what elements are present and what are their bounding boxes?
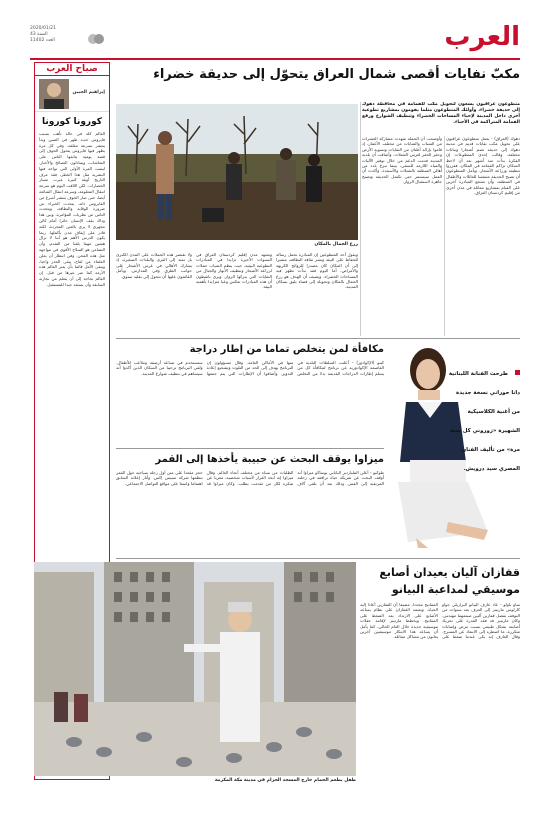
story4-headline <box>360 564 520 598</box>
main-col-1: دهوك (العراق) - يعمل متطوعون عراقيون على تحويل مكب نفايات قديم في مدينة دهوك إلى حديقة تضم أشجارا ونباتات مختلفة. وقالت إحدى المتطوعات إن الفكرة بدأت منذ أشهر بعد أن لاحظ السكان تراكم القمامة في المكان، فقرروا تنظيفه وزراعة الأشجار. ويأمل المتطوعون أن تصبح الحديقة متنفسا للعائلات والأطفال في المنطقة، وأن تشجع المبادرة آخرين على القيام بمشاريع مماثلة في مدن أخرى من إقليم كردستان العراق. <box>446 136 520 196</box>
column-rule <box>360 102 361 336</box>
main-intro: متطوعون عراقيون يسعون لتحويل مكب للقمامة في محافظة دهوك إلى حديقة خضراء، وأولئك المتطوعون مثلما يقومون بمشاريع تطوعية أخرى داخل المدينة لإحياء المساحات الخضراء وتنظيف الشوارع ورفع القمامة المتراكمة في الأحياء. <box>362 102 520 125</box>
avatar <box>39 79 69 109</box>
column-rule <box>444 136 445 336</box>
column-body: العالم كله في حالة تأهب بسبب فايروس جديد ظهر في الصين وبدأ ينتشر بسرعة مقلقة. وفي كل مرة يظهر فيها فايروس يتحول الخوف إلى قصة يومية يتابعها الناس على الشاشات، ويتبادلون النصائح والأخبار. ليست المرة الأولى التي تواجه فيها البشرية مثل هذا الخطر، فقد عرف التاريخ أوبئة كثيرة غيرت مسار الحضارات. لكن اللافت اليوم هو سرعة انتقال المعلومة، وسرعة انتقال الشائعة أيضا، حتى صار الخوف ينتشر أسرع من الفايروس ذاته. يتحدث الخبراء عن ضرورة الوقاية والنظافة، ويتحدث الناس عن نظريات المؤامرة، وبين هذا وذاك يقف الإنسان حائرا أمام كائن مجهري لا يرى بالعين المجردة، لكنه قادر على إيقاف مدن بأكملها. ربما يكون الدرس الأهم هو أننا لا نزال هشين مهما بلغنا من التقدم، وأن التضامن هو السلاح الأقوى في مواجهة مثل هذه المحن. وفي انتظار أن يعلن العلماء عن لقاح، يبقى الحذر واجبا، ويبقى الأمل قائما بأن يعبر العالم هذه الأزمة كما عبر غيرها من قبل. إن العالم بحاجة إلى أن يتعلم من تجاربه السابقة وأن يستعد جيدا للمستقبل. <box>39 131 105 287</box>
author-box <box>35 76 109 112</box>
section-rule <box>116 558 520 559</box>
column-title: كورونا كورونا <box>42 117 102 127</box>
main-photo-caption: زرع الجمال بالمكان <box>314 242 358 247</box>
masthead-emblem-icon <box>88 30 104 42</box>
story4-headline-text: قفازان آليان يعيدان أصابع موسيقي لمداعبة البيانو <box>379 566 520 596</box>
story4-body: ساو باولو - عاد عازف البيانو البرازيلي جواو كارلوس مارتينز إلى العزف بعد سنوات من التوقف بفضل قفازين آليين صممهما مهندس. وكان مارتينز قد فقد القدرة على تحريك أصابعه بشكل طبيعي بسبب مرض وإصابات متكررة، ما اضطره إلى الابتعاد عن المسرح. وقال العازف إنه بكى عندما ضغط على المفاتيح مجددا، مضيفا أن القفازين أعادا إليه الحياة. ويعتمد القفازان على نظام يساعد الأصابع على الارتداد بعد الضغط على المفاتيح. ويخطط مارتينز لإقامة حفلات موسيقية جديدة خلال العام الحالي، كما يأمل أن يساعد هذا الابتكار موسيقيين آخرين يعانون من مشاكل مماثلة. <box>360 602 520 640</box>
bottom-photo-caption: طفل يطعم الحمام خارج المسجد الحرام في مدينة مكة المكرمة <box>214 778 356 783</box>
story2-headline: مكافأة لمن يتخلص تماما من إطار دراجة <box>189 344 384 355</box>
masthead-logo: العرب <box>444 22 520 52</box>
masthead-dateline <box>30 26 90 44</box>
masthead <box>30 22 520 56</box>
sidebar-story-text: طرحت الفنانة اللبنانية دانا حوراني نسخة جديدة من أغنية الكلاسيكية الشهيرة «زوروني كل سنة مرة» من تأليف الفنان المصري سيد درويش. <box>448 371 520 472</box>
section-rule <box>116 448 384 449</box>
issue-year: السنة 43 <box>30 32 48 37</box>
masthead-rule <box>30 58 520 60</box>
story2-body: كيتو (الإكوادور) - أعلنت السلطات البلدية في العاصمة الإكوادورية عن برنامج لمكافأة كل من يسلم إطارات الدراجات القديمة بدلا من التخلص منها في الأماكن العامة. وقال مسؤولون إن البرنامج يهدف إلى الحد من التلوث وتشجيع إعادة التدوير. وأضافوا أن الإطارات التي يتم جمعها ستستخدم في صناعة أرصفة وملاعب للأطفال. ولقي البرنامج ترحيبا من السكان الذين أكدوا أنه سيساهم في تنظيف شوارع المدينة. <box>116 360 384 376</box>
issue-date: 2020/01/21 <box>30 26 56 31</box>
main-photo <box>116 104 358 240</box>
main-col-3: ويقول أحد المتطوعين إن المبادرة تحمل رسالة للحفاظ على البيئة ونشر ثقافة النظافة، مشيرا إلى أن المكان كان مصدرا للروائح الكريهة والأمراض، أما اليوم فقد بدأت تظهر فيه المساحات الخضراء. ويضيف أن الهدف هو زرع الجمال بالمكان وتحويله إلى فضاء يليق بسكان المدينة. <box>276 252 358 290</box>
column-section: صباح العرب <box>35 63 109 76</box>
author-name: إبراهيم الجبين <box>72 90 105 95</box>
bullet-icon <box>515 370 520 375</box>
sidebar-story-title <box>448 360 520 474</box>
main-col-5: ولا تقتصر هذه الحملات على المدن الكبرى بل تمتد إلى القرى والبلدات الصغيرة، إذ يشارك الأهالي في غرس الأشجار على جوانب الطرق وفي المدارس. ويأمل القائمون عليها أن تتحول إلى تقليد سنوي. <box>116 252 192 279</box>
main-headline: مكبّ نفايات أقصى شمال العراق يتحوّل إلى حديقة خضراء <box>153 67 520 82</box>
main-col-4: وتشهد مدن إقليم كردستان العراق في السنوات الأخيرة تزايدا في المبادرات التطوعية البيئية، حيث ينظم الشباب حملات لزراعة الأشجار وتنظيف الأنهار والجبال من النفايات التي يتركها الزوار. ويرى ناشطون أن هذه المبادرات تعكس وعيا متزايدا بأهمية البيئة. <box>196 252 272 290</box>
issue-number: العدد 11402 <box>30 38 55 43</box>
section-rule <box>116 338 520 339</box>
story3-body: طوكيو - أعلن الملياردير الياباني يوساكو ميزاوا أنه أوقف البحث عن شريكة حياة ترافقه في رحلته المرتقبة إلى القمر، وذلك بعد أن تلقى آلاف الطلبات من نساء من مختلف أنحاء العالم. وقال ميزاوا إنه اتخذ القرار لأسباب شخصية، معربا عن شكره لكل من تقدمت بطلب. وكان ميزاوا قد حجز مقعدا على متن أول رحلة سياحية حول القمر تنظمها شركة سبيس إكس. وأثار إعلانه السابق اهتماما واسعا على مواقع التواصل الاجتماعي. <box>116 470 384 486</box>
main-col-2: وأوضحت أن الحملة شهدت مشاركة العشرات من الشباب والشابات من مختلف الأعمار، إذ قاموا بإزالة أطنان من النفايات وتسوية الأرض وحفر الحفر لغرس الشتلات. وأضافت أن بلدية المدينة قدمت الدعم من خلال توفير الآليات والمياه اللازمة للسقي، بينما تبرع عدد من أهالي المنطقة بالشتلات والأسمدة. وأكدت أن العمل سيستمر حتى تكتمل الحديقة وتصبح جاهزة لاستقبال الزوار. <box>362 136 442 185</box>
bottom-photo <box>34 562 356 776</box>
story3-headline: ميزاوا يوقف البحث عن حبيبة يأخذها إلى القمر <box>155 454 384 465</box>
